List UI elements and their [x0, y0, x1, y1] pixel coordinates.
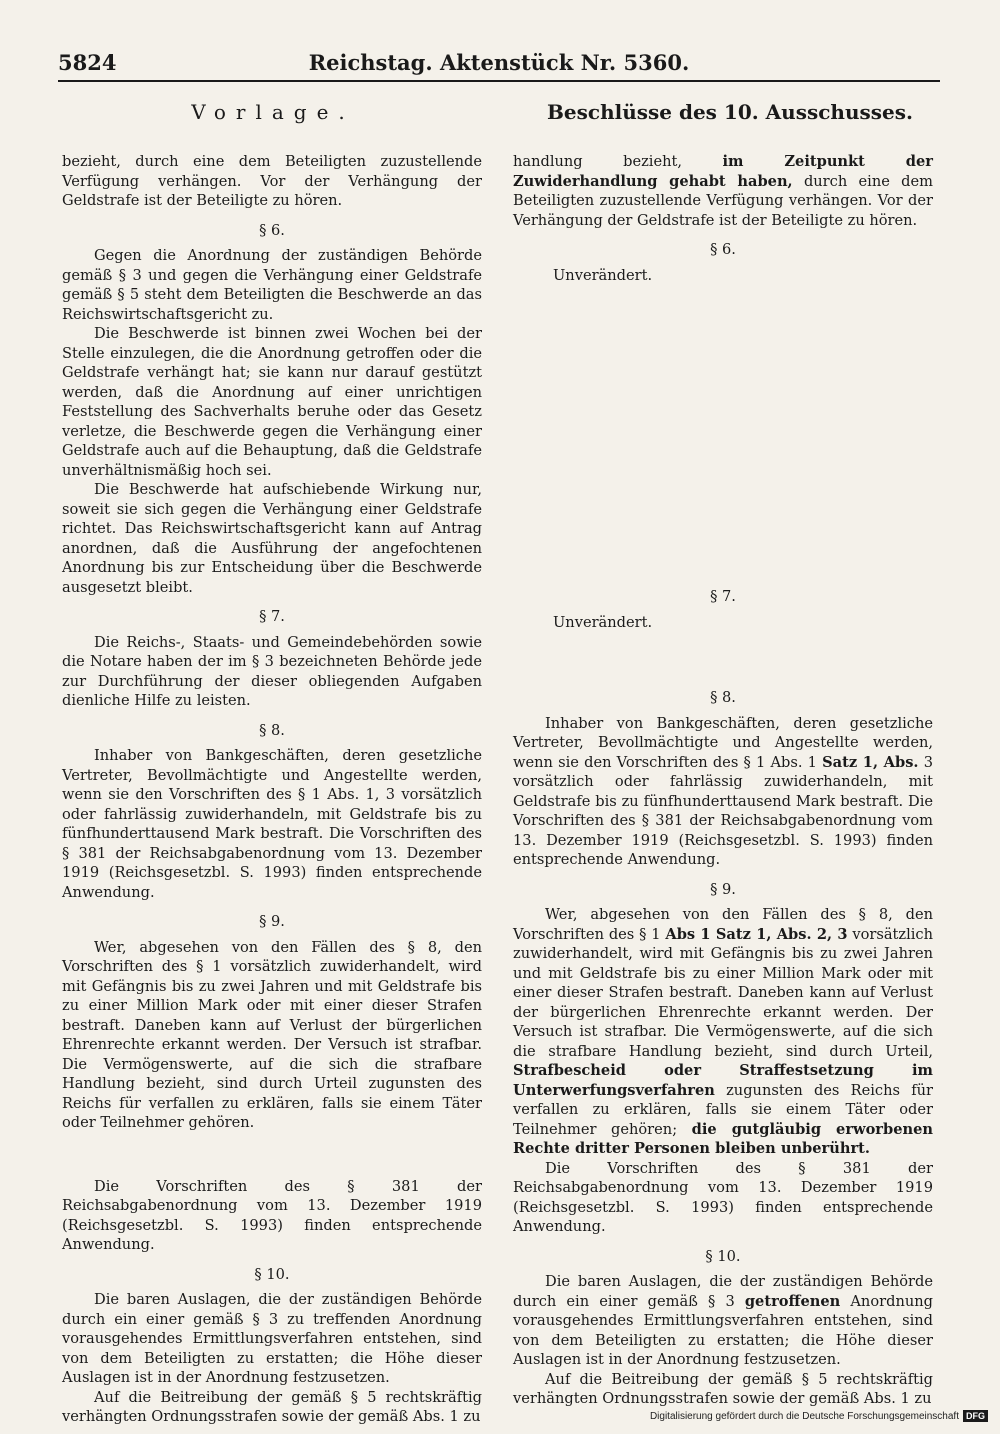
- right-section-9-para-2: Die Vorschriften des § 381 der Reichsabgabenordnung vom 13. Dezember 1919 (Reichsgesetzbl. S. 1993) finden entsprechende Anwendung.: [513, 1159, 933, 1235]
- right-intro-text-c: durch eine dem Beteiligten zuzustellende Verfügung verhängen. Vor der Verhängung der Geldstrafe ist der Beteiligte zu hören.: [513, 172, 933, 229]
- right-s10-emphasis: getroffenen: [744, 1292, 841, 1310]
- left-section-9-heading: § 9.: [259, 913, 285, 930]
- left-intro-paragraph: bezieht, durch eine dem Beteiligten zuzustellende Verfügung verhängen. Vor der Verhängung der Geldstrafe ist der Beteiligte zu hören.: [62, 153, 482, 209]
- left-section-10-para-1: Die baren Auslagen, die der zuständigen Behörde durch ein einer gemäß § 3 zu treffenden Anordnung vorausgehendes Ermittlungsverfahren entstehen, sind von dem Beteiligten zu erstatten; die Höhe dieser Auslagen ist in der Anordnung festzusetzen.: [62, 1291, 482, 1386]
- left-section-7-para-1: Die Reichs-, Staats- und Gemeindebehörden sowie die Notare haben der im § 3 bezeichneten Behörde jede zur Durchführung der dieser obliegenden Aufgaben dienliche Hilfe zu leisten.: [62, 633, 482, 709]
- right-s9-text-e: zugunsten des Reichs für verfallen zu erklären, falls sie einem Täter oder Teilnehmer gehören;: [513, 1081, 933, 1138]
- left-section-10-heading: § 10.: [254, 1265, 290, 1283]
- right-s9-emphasis-1: Abs 1 Satz 1, Abs. 2, 3: [665, 925, 848, 943]
- right-section-9-heading: § 9.: [710, 880, 736, 898]
- left-column: [62, 152, 482, 1427]
- page-number: 5824: [58, 50, 117, 75]
- left-column-title: Vorlage.: [191, 100, 355, 124]
- right-section-10-heading: § 10.: [705, 1247, 741, 1265]
- right-intro-paragraph: [513, 152, 933, 230]
- left-section-9-para-2: Die Vorschriften des § 381 der Reichsabgabenordnung vom 13. Dezember 1919 (Reichsgesetzbl. S. 1993) finden entsprechende Anwendung.: [62, 1177, 482, 1253]
- footer-credit: [650, 1410, 988, 1422]
- right-s9-emphasis-2: Strafbescheid oder Straffestsetzung im Unterwerfungsverfahren: [513, 1062, 933, 1099]
- right-s8-text-c: 3 vorsätzlich oder fahrlässig zuwiderhandeln, mit Geldstrafe bis zu fünfhunderttausend Mark bestraft. Die Vorschriften des § 381 der Reichsabgabenordnung vom 13. Dezember 1919 (Reichsgesetzbl. S. 1993) finden entsprechende Anwendung.: [513, 753, 933, 868]
- left-section-6-para-3: Die Beschwerde hat aufschiebende Wirkung nur, soweit sie sich gegen die Verhängung einer Geldstrafe richtet. Das Reichswirtschaftsgericht kann auf Antrag anordnen, daß die Ausführung der angefochtenen Anordnung bis zur Entscheidung über die Beschwerde ausgesetzt bleibt.: [62, 481, 482, 596]
- right-s10-text-a: Die baren Auslagen, die der zuständigen Behörde durch ein einer gemäß § 3: [513, 1273, 933, 1310]
- right-intro-emphasis: im Zeitpunkt der Zuwiderhandlung gehabt haben,: [513, 153, 933, 190]
- running-head: Reichstag. Aktenstück Nr. 5360.: [308, 50, 690, 75]
- left-spacer: [62, 1133, 482, 1177]
- dfg-logo: DFG: [963, 1410, 988, 1422]
- right-section-6-heading: § 6.: [710, 241, 736, 258]
- left-section-6-heading: § 6.: [259, 221, 285, 239]
- right-column: [513, 152, 933, 1409]
- right-s8-text-a: Inhaber von Bankgeschäften, deren gesetzliche Vertreter, Bevollmächtigte und Angestellte werden, wenn sie den Vorschriften des § 1 Abs. 1: [513, 714, 933, 771]
- right-s9-text-a: Wer, abgesehen von den Fällen des § 8, den Vorschriften des § 1: [513, 906, 933, 943]
- page-header: [58, 50, 940, 82]
- right-s9-text-c: vorsätzlich zuwiderhandelt, wird mit Gefängnis bis zu zwei Jahren und mit Geldstrafe bis zu einer Million Mark oder mit einer dieser Strafen bestraft. Daneben kann auf Verlust der bürgerlichen Ehrenrechte erkannt werden. Der Versuch ist strafbar. Die Vermögenswerte, auf die sich die strafbare Handlung bezieht, sind durch Urteil,: [513, 925, 934, 1060]
- right-section-10-para-1: [513, 1272, 933, 1370]
- left-section-8-para-1: Inhaber von Bankgeschäften, deren gesetzliche Vertreter, Bevollmächtigte und Angestellte werden, wenn sie den Vorschriften des § 1 Abs. 1, 3 vorsätzlich oder fahrlässig zuwiderhandeln, mit Geldstrafe bis zu fünfhunderttausend Mark bestraft. Die Vorschriften des § 381 der Reichsabgabenordnung vom 13. Dezember 1919 (Reichsgesetzbl. S. 1993) finden entsprechende Anwendung.: [62, 747, 482, 901]
- left-section-9-para-1: Wer, abgesehen von den Fällen des § 8, den Vorschriften des § 1 vorsätzlich zuwiderhandelt, wird mit Gefängnis bis zu zwei Jahren und mit Geldstrafe bis zu einer Million Mark oder mit einer dieser Strafen bestraft. Daneben kann auf Verlust der bürgerlichen Ehrenrechte erkannt werden. Der Versuch ist strafbar. Die Vermögenswerte, auf die sich die strafbare Handlung bezieht, sind durch Urteil zugunsten des Reichs für verfallen zu erklären, falls sie einem Täter oder Teilnehmer gehören.: [62, 938, 482, 1131]
- right-section-7-heading: § 7.: [710, 588, 736, 605]
- right-section-6-unchanged: Unverändert.: [553, 266, 653, 284]
- left-section-8-heading: § 8.: [259, 721, 285, 739]
- right-section-8-para-1: [513, 714, 933, 870]
- right-s10-text-c: Anordnung vorausgehendes Ermittlungsverfahren entstehen, sind von dem Beteiligten zu erstatten; die Höhe dieser Auslagen ist in der Anordnung festzusetzen.: [513, 1292, 933, 1368]
- left-section-6-para-1: Gegen die Anordnung der zuständigen Behörde gemäß § 3 und gegen die Verhängung einer Geldstrafe gemäß § 5 steht dem Beteiligten die Beschwerde an das Reichswirtschaftsgericht zu.: [62, 247, 482, 323]
- right-s9-emphasis-3: die gutgläubig erworbenen Rechte dritter Personen bleiben unberührt.: [513, 1120, 933, 1157]
- right-section-10-para-2: Auf die Beitreibung der gemäß § 5 rechtskräftig verhängten Ordnungsstrafen sowie der gemäß Abs. 1 zu: [513, 1370, 933, 1407]
- footer-text: Digitalisierung gefördert durch die Deutsche Forschungsgemeinschaft: [649, 1410, 959, 1422]
- right-spacer-7: [513, 632, 933, 678]
- right-intro-text-a: handlung bezieht,: [513, 153, 723, 170]
- left-section-6-para-2: Die Beschwerde ist binnen zwei Wochen bei der Stelle einzulegen, die die Anordnung getroffen oder die Geldstrafe verhängt hat; sie kann nur darauf gestützt werden, daß die Anordnung auf einer unrichtigen Feststellung des Sachverhalts beruhe oder das Gesetz verletze, die Beschwerde gegen die Verhängung einer Geldstrafe auch auf die Behauptung, daß die Geldstrafe unverhältnismäßig hoch sei.: [62, 325, 482, 479]
- right-column-title: Beschlüsse des 10. Ausschusses.: [547, 100, 913, 124]
- left-section-10-para-2: Auf die Beitreibung der gemäß § 5 rechtskräftig verhängten Ordnungsstrafen sowie der gemäß Abs. 1 zu: [62, 1388, 482, 1425]
- left-section-7-heading: § 7.: [259, 608, 285, 625]
- right-s8-emphasis: Satz 1, Abs.: [822, 753, 919, 771]
- right-spacer-6: [513, 285, 933, 577]
- right-section-7-unchanged: Unverändert.: [553, 613, 653, 631]
- right-section-9-para-1: [513, 905, 933, 1159]
- right-section-8-heading: § 8.: [710, 689, 736, 706]
